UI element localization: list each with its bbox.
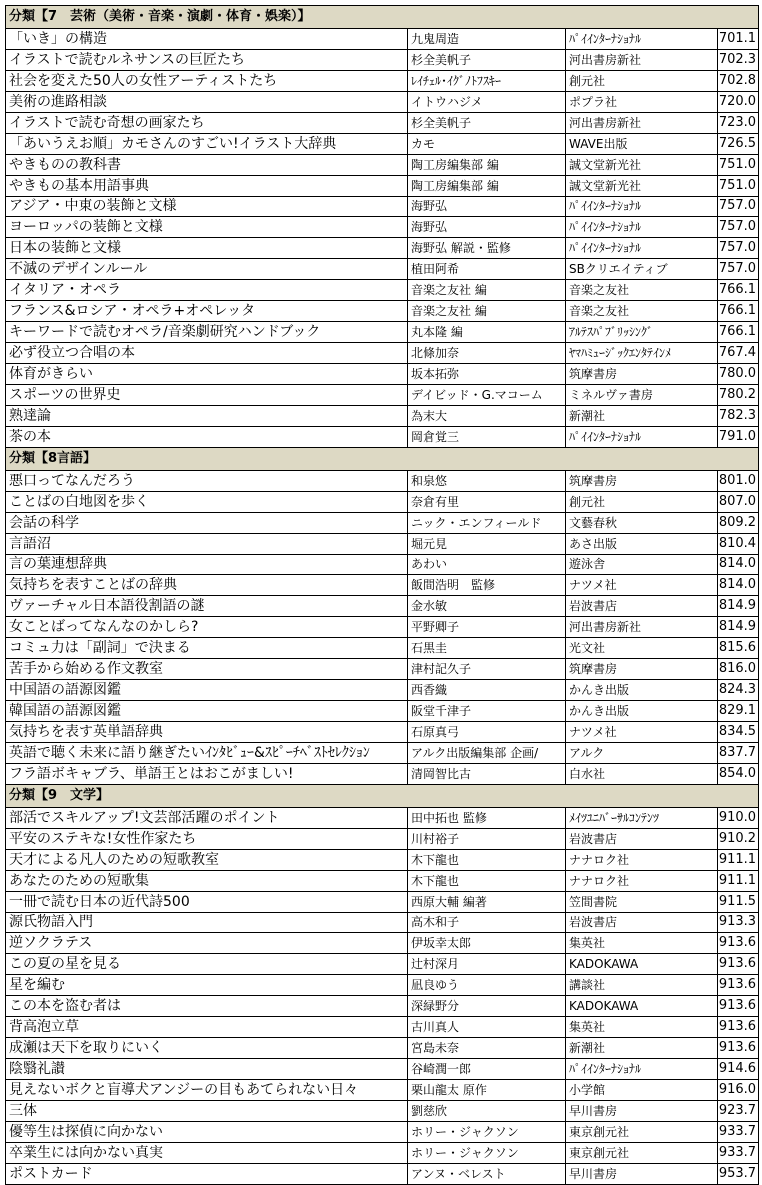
book-title-cell: 女ことばってなんなのかしら? [6,617,408,638]
table-row [6,1038,759,1059]
book-title-cell: 不滅のデザインルール [6,259,408,280]
table-row [6,912,759,933]
classification-number-cell: 911.5 [718,891,759,912]
publisher-cell: 河出書房新社 [566,49,718,70]
book-title-cell: アジア・中東の装飾と文様 [6,196,408,217]
publisher-cell: ﾊﾟｲｲﾝﾀｰﾅｼｮﾅﾙ [566,29,718,50]
classification-number-cell: 834.5 [718,722,759,743]
author-cell: デイビッド・G.マコーム [408,384,566,405]
publisher-cell: 岩波書店 [566,596,718,617]
author-cell: 九鬼周造 [408,29,566,50]
author-cell: 清岡智比古 [408,763,566,784]
classification-number-cell: 910.2 [718,828,759,849]
classification-number-cell: 702.3 [718,49,759,70]
book-title-cell: 「あいうえお順」カモさんのすごい!イラスト大辞典 [6,133,408,154]
publisher-cell: 筑摩書房 [566,470,718,491]
classification-number-cell: 911.1 [718,870,759,891]
author-cell: 栗山龍太 原作 [408,1080,566,1101]
book-title-cell: 気持ちを表すことばの辞典 [6,575,408,596]
classification-number-cell: 837.7 [718,742,759,763]
author-cell: 西原大輔 編著 [408,891,566,912]
publisher-cell: 筑摩書房 [566,364,718,385]
table-row [6,217,759,238]
book-title-cell: 部活でスキルアップ!文芸部活躍のポイント [6,807,408,828]
table-row [6,112,759,133]
table-row [6,343,759,364]
publisher-cell: ﾊﾟｲｲﾝﾀｰﾅｼｮﾅﾙ [566,217,718,238]
table-row [6,763,759,784]
author-cell: イトウハジメ [408,91,566,112]
publisher-cell: かんき出版 [566,701,718,722]
table-row [6,364,759,385]
classification-number-cell: 766.1 [718,301,759,322]
table-row [6,891,759,912]
publisher-cell: ポプラ社 [566,91,718,112]
book-title-cell: 星を編む [6,975,408,996]
publisher-cell: KADOKAWA [566,996,718,1017]
table-row [6,70,759,91]
table-row [6,280,759,301]
publisher-cell: 音楽之友社 [566,301,718,322]
book-title-cell: 必ず役立つ合唱の本 [6,343,408,364]
classification-number-cell: 829.1 [718,701,759,722]
author-cell: 宮島未奈 [408,1038,566,1059]
book-title-cell: 三体 [6,1100,408,1121]
author-cell: 辻村深月 [408,954,566,975]
author-cell: 陶工房編集部 編 [408,154,566,175]
classification-number-cell: 916.0 [718,1080,759,1101]
table-row [6,596,759,617]
classification-number-cell: 824.3 [718,680,759,701]
book-title-cell: ヨーロッパの装飾と文様 [6,217,408,238]
classification-number-cell: 814.9 [718,617,759,638]
publisher-cell: 東京創元社 [566,1121,718,1142]
table-row [6,680,759,701]
classification-number-cell: 953.7 [718,1163,759,1184]
publisher-cell: ナツメ社 [566,722,718,743]
section-header-row [6,6,759,29]
author-cell: 平野卿子 [408,617,566,638]
table-row [6,322,759,343]
classification-number-cell: 780.2 [718,384,759,405]
classification-number-cell: 814.0 [718,575,759,596]
classification-number-cell: 933.7 [718,1142,759,1163]
table-row [6,384,759,405]
book-title-cell: 悪口ってなんだろう [6,470,408,491]
publisher-cell: ﾔﾏﾊﾐｭｰｼﾞｯｸｴﾝﾀﾃｲﾝﾒ [566,343,718,364]
classification-number-cell: 814.9 [718,596,759,617]
author-cell: 北條加奈 [408,343,566,364]
publisher-cell: SBクリエイティブ [566,259,718,280]
classification-number-cell: 726.5 [718,133,759,154]
book-title-cell: 英語で聴く未来に語り継ぎたいｲﾝﾀﾋﾞｭｰ&ｽﾋﾟｰﾁﾍﾞｽﾄｾﾚｸｼｮﾝ [6,742,408,763]
author-cell: 為末大 [408,405,566,426]
table-row [6,154,759,175]
book-title-cell: あなたのための短歌集 [6,870,408,891]
publisher-cell: 文藝春秋 [566,512,718,533]
classification-number-cell: 702.8 [718,70,759,91]
table-row [6,954,759,975]
author-cell: 田中拓也 監修 [408,807,566,828]
author-cell: アルク出版編集部 企画/ [408,742,566,763]
classification-number-cell: 757.0 [718,238,759,259]
classification-number-cell: 782.3 [718,405,759,426]
classification-number-cell: 913.6 [718,975,759,996]
publisher-cell: 音楽之友社 [566,280,718,301]
classification-number-cell: 766.1 [718,322,759,343]
table-row [6,742,759,763]
book-title-cell: 卒業生には向かない真実 [6,1142,408,1163]
classification-number-cell: 807.0 [718,491,759,512]
book-title-cell: イラストで読むルネサンスの巨匠たち [6,49,408,70]
table-row [6,1017,759,1038]
author-cell: 丸本隆 編 [408,322,566,343]
author-cell: カモ [408,133,566,154]
table-row [6,196,759,217]
author-cell: 石原真弓 [408,722,566,743]
author-cell: 海野弘 [408,196,566,217]
author-cell: あわい [408,554,566,575]
publisher-cell: 小学館 [566,1080,718,1101]
classification-number-cell: 780.0 [718,364,759,385]
table-row [6,133,759,154]
table-row [6,638,759,659]
classification-number-cell: 757.0 [718,259,759,280]
table-row [6,238,759,259]
author-cell: 古川真人 [408,1017,566,1038]
author-cell: 堀元見 [408,533,566,554]
table-row [6,1163,759,1184]
book-title-cell: イラストで読む奇想の画家たち [6,112,408,133]
publisher-cell: 創元社 [566,70,718,91]
classification-number-cell: 723.0 [718,112,759,133]
book-list-table [5,5,759,1185]
publisher-cell: 河出書房新社 [566,617,718,638]
book-title-cell: 言の葉連想辞典 [6,554,408,575]
table-row [6,1142,759,1163]
section-header-row [6,447,759,470]
book-title-cell: 言語沼 [6,533,408,554]
classification-number-cell: 757.0 [718,217,759,238]
book-title-cell: 韓国語の語源図鑑 [6,701,408,722]
table-row [6,849,759,870]
book-title-cell: イタリア・オペラ [6,280,408,301]
section-header-row [6,784,759,807]
book-title-cell: 熟達論 [6,405,408,426]
book-title-cell: 社会を変えた50人の女性アーティストたち [6,70,408,91]
classification-number-cell: 767.4 [718,343,759,364]
author-cell: 川村裕子 [408,828,566,849]
author-cell: 陶工房編集部 編 [408,175,566,196]
classification-number-cell: 933.7 [718,1121,759,1142]
author-cell: 和泉悠 [408,470,566,491]
book-title-cell: 日本の装飾と文様 [6,238,408,259]
book-title-cell: キーワードで読むオペラ/音楽劇研究ハンドブック [6,322,408,343]
classification-number-cell: 910.0 [718,807,759,828]
publisher-cell: アルク [566,742,718,763]
publisher-cell: 岩波書店 [566,828,718,849]
table-row [6,701,759,722]
publisher-cell: 白水社 [566,763,718,784]
author-cell: 海野弘 [408,217,566,238]
classification-number-cell: 815.6 [718,638,759,659]
table-row [6,933,759,954]
publisher-cell: 筑摩書房 [566,659,718,680]
publisher-cell: あさ出版 [566,533,718,554]
section-heading: 分類【9 文学】 [6,784,759,807]
book-title-cell: フランス&ロシア・オペラ+オペレッタ [6,301,408,322]
book-title-cell: 逆ソクラテス [6,933,408,954]
publisher-cell: 創元社 [566,491,718,512]
publisher-cell: 誠文堂新光社 [566,175,718,196]
table-row [6,533,759,554]
book-title-cell: 天才による凡人のための短歌教室 [6,849,408,870]
book-title-cell: 体育がきらい [6,364,408,385]
author-cell: ニック・エンフィールド [408,512,566,533]
book-title-cell: 見えないボクと盲導犬アンジーの目もあてられない日々 [6,1080,408,1101]
publisher-cell: 遊泳舎 [566,554,718,575]
table-row [6,722,759,743]
classification-number-cell: 701.1 [718,29,759,50]
publisher-cell: ナツメ社 [566,575,718,596]
publisher-cell: ﾊﾟｲｲﾝﾀｰﾅｼｮﾅﾙ [566,426,718,447]
author-cell: 木下龍也 [408,849,566,870]
table-row [6,975,759,996]
table-row [6,617,759,638]
author-cell: 音楽之友社 編 [408,280,566,301]
publisher-cell: ナナロク社 [566,870,718,891]
book-title-cell: 陰翳礼讃 [6,1059,408,1080]
publisher-cell: ｱﾙﾃｽﾊﾟﾌﾞﾘｯｼﾝｸﾞ [566,322,718,343]
author-cell: 谷崎潤一郎 [408,1059,566,1080]
table-row [6,996,759,1017]
book-title-cell: コミュ力は「副詞」で決まる [6,638,408,659]
book-title-cell: 苦手から始める作文教室 [6,659,408,680]
publisher-cell: ミネルヴァ書房 [566,384,718,405]
author-cell: 凪良ゆう [408,975,566,996]
classification-number-cell: 810.4 [718,533,759,554]
table-row [6,426,759,447]
publisher-cell: 早川書房 [566,1163,718,1184]
book-title-cell: 会話の科学 [6,512,408,533]
author-cell: 坂本拓弥 [408,364,566,385]
book-title-cell: 平安のステキな!女性作家たち [6,828,408,849]
classification-number-cell: 923.7 [718,1100,759,1121]
author-cell: 劉慈欣 [408,1100,566,1121]
classification-number-cell: 913.6 [718,954,759,975]
book-title-cell: やきものの教科書 [6,154,408,175]
author-cell: 高木和子 [408,912,566,933]
book-list-body [6,6,759,1185]
author-cell: 津村記久子 [408,659,566,680]
table-row [6,575,759,596]
section-heading: 分類【7 芸術（美術・音楽・演劇・体育・娯楽）】 [6,6,759,29]
book-title-cell: この本を盗む者は [6,996,408,1017]
table-row [6,659,759,680]
table-row [6,1059,759,1080]
classification-number-cell: 913.6 [718,1038,759,1059]
table-row [6,1100,759,1121]
book-title-cell: 源氏物語入門 [6,912,408,933]
classification-number-cell: 914.6 [718,1059,759,1080]
table-row [6,175,759,196]
author-cell: 石黒圭 [408,638,566,659]
classification-number-cell: 751.0 [718,154,759,175]
book-title-cell: この夏の星を見る [6,954,408,975]
classification-number-cell: 751.0 [718,175,759,196]
classification-number-cell: 814.0 [718,554,759,575]
book-title-cell: ポストカード [6,1163,408,1184]
author-cell: 阪堂千津子 [408,701,566,722]
publisher-cell: KADOKAWA [566,954,718,975]
author-cell: 奈倉有里 [408,491,566,512]
book-title-cell: フラ語ボキャブラ、単語王とはおこがましい! [6,763,408,784]
author-cell: 海野弘 解説・監修 [408,238,566,259]
table-row [6,828,759,849]
publisher-cell: ﾊﾟｲｲﾝﾀｰﾅｼｮﾅﾙ [566,196,718,217]
table-row [6,405,759,426]
classification-number-cell: 911.1 [718,849,759,870]
publisher-cell: 笠間書院 [566,891,718,912]
classification-number-cell: 757.0 [718,196,759,217]
book-title-cell: ヴァーチャル日本語役割語の謎 [6,596,408,617]
publisher-cell: 岩波書店 [566,912,718,933]
book-title-cell: 一冊で読む日本の近代詩500 [6,891,408,912]
book-title-cell: 中国語の語源図鑑 [6,680,408,701]
publisher-cell: WAVE出版 [566,133,718,154]
classification-number-cell: 816.0 [718,659,759,680]
classification-number-cell: 791.0 [718,426,759,447]
author-cell: 植田阿希 [408,259,566,280]
publisher-cell: 東京創元社 [566,1142,718,1163]
author-cell: 伊坂幸太郎 [408,933,566,954]
book-title-cell: 背高泡立草 [6,1017,408,1038]
classification-number-cell: 913.6 [718,1017,759,1038]
author-cell: 西香織 [408,680,566,701]
author-cell: ホリー・ジャクソン [408,1142,566,1163]
author-cell: 飯間浩明 監修 [408,575,566,596]
publisher-cell: 早川書房 [566,1100,718,1121]
author-cell: ﾚｲﾁｪﾙ･ｲｸﾞﾉﾄﾌｽｷｰ [408,70,566,91]
publisher-cell: 集英社 [566,1017,718,1038]
table-row [6,91,759,112]
classification-number-cell: 913.6 [718,996,759,1017]
table-row [6,1080,759,1101]
table-row [6,259,759,280]
table-row [6,870,759,891]
table-row [6,29,759,50]
book-title-cell: 美術の進路相談 [6,91,408,112]
publisher-cell: 河出書房新社 [566,112,718,133]
author-cell: 深緑野分 [408,996,566,1017]
classification-number-cell: 720.0 [718,91,759,112]
publisher-cell: 講談社 [566,975,718,996]
author-cell: 岡倉覚三 [408,426,566,447]
publisher-cell: 新潮社 [566,1038,718,1059]
publisher-cell: ナナロク社 [566,849,718,870]
table-row [6,470,759,491]
table-row [6,301,759,322]
publisher-cell: 光文社 [566,638,718,659]
author-cell: 木下龍也 [408,870,566,891]
table-row [6,512,759,533]
publisher-cell: 集英社 [566,933,718,954]
book-title-cell: 優等生は探偵に向かない [6,1121,408,1142]
author-cell: 音楽之友社 編 [408,301,566,322]
author-cell: 金水敏 [408,596,566,617]
author-cell: アンヌ・ベレスト [408,1163,566,1184]
book-title-cell: 「いき」の構造 [6,29,408,50]
table-row [6,49,759,70]
classification-number-cell: 809.2 [718,512,759,533]
author-cell: 杉全美帆子 [408,49,566,70]
publisher-cell: かんき出版 [566,680,718,701]
book-title-cell: やきもの基本用語事典 [6,175,408,196]
section-heading: 分類【8言語】 [6,447,759,470]
classification-number-cell: 801.0 [718,470,759,491]
publisher-cell: ﾒｲﾂﾕﾆﾊﾞｰｻﾙｺﾝﾃﾝﾂ [566,807,718,828]
book-title-cell: ことばの白地図を歩く [6,491,408,512]
publisher-cell: ﾊﾟｲｲﾝﾀｰﾅｼｮﾅﾙ [566,1059,718,1080]
book-title-cell: 成瀬は天下を取りにいく [6,1038,408,1059]
table-row [6,491,759,512]
author-cell: ホリー・ジャクソン [408,1121,566,1142]
table-row [6,807,759,828]
table-row [6,554,759,575]
author-cell: 杉全美帆子 [408,112,566,133]
publisher-cell: ﾊﾟｲｲﾝﾀｰﾅｼｮﾅﾙ [566,238,718,259]
book-title-cell: スポーツの世界史 [6,384,408,405]
book-title-cell: 気持ちを表す英単語辞典 [6,722,408,743]
classification-number-cell: 913.6 [718,933,759,954]
book-title-cell: 茶の本 [6,426,408,447]
classification-number-cell: 854.0 [718,763,759,784]
classification-number-cell: 766.1 [718,280,759,301]
classification-number-cell: 913.3 [718,912,759,933]
publisher-cell: 新潮社 [566,405,718,426]
publisher-cell: 誠文堂新光社 [566,154,718,175]
